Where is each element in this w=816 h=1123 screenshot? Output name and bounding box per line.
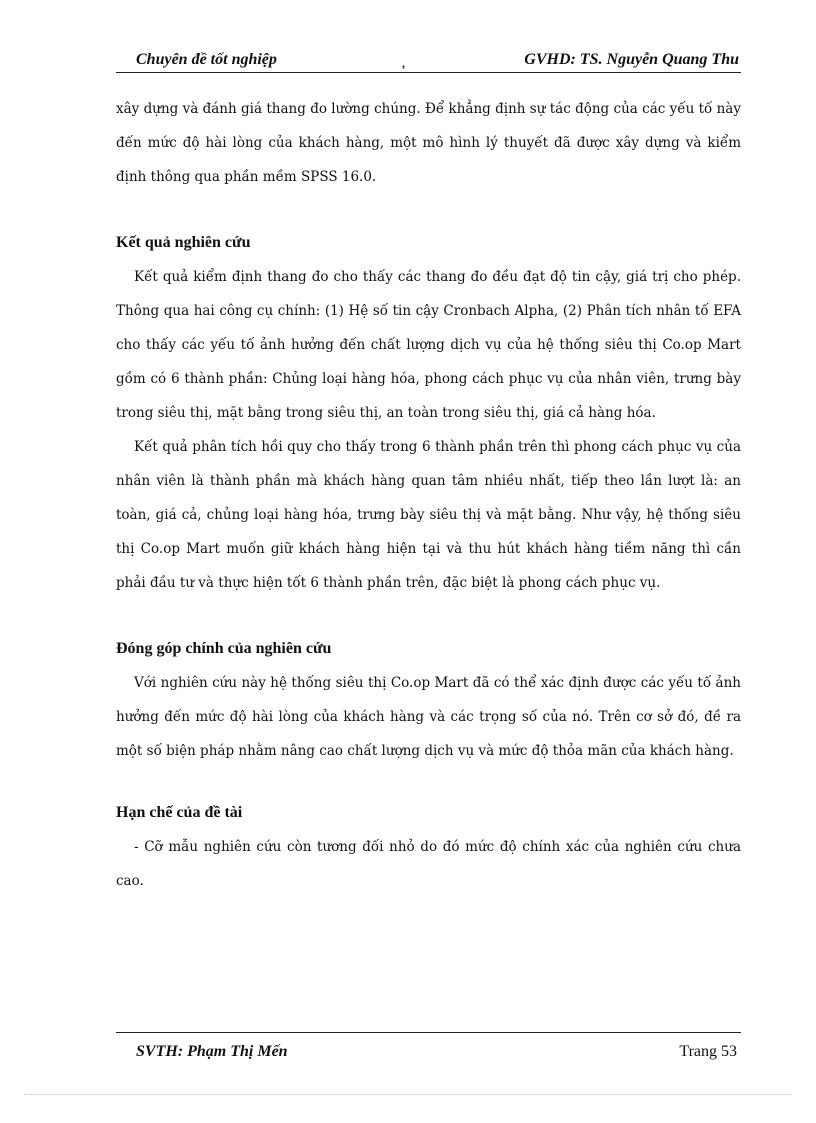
page-content (116, 92, 741, 898)
results-paragraph-1: Kết quả kiểm định thang đo cho thấy các thang đo đều đạt độ tin cậy, giá trị cho phép. Thông qua hai công cụ chính: (1) Hệ số tin cậy Cronbach Alpha, (2) Phân tích nhân tố EFA cho thấy các yếu tố ảnh hưởng đến chất lượng dịch vụ của hệ thống siêu thị Co.op Mart gồm có 6 thành phần: Chủng loại hàng hóa, phong cách phục vụ của nhân viên, trưng bày trong siêu thị, mặt bằng trong siêu thị, an toàn trong siêu thị, giá cả hàng hóa. (116, 269, 741, 421)
footer-page-number: Trang 53 (679, 1043, 737, 1060)
limitations-paragraph: - Cỡ mẫu nghiên cứu còn tương đối nhỏ do đó mức độ chính xác của nghiên cứu chưa cao. (116, 839, 741, 889)
section-gap (116, 194, 741, 226)
section-gap (116, 600, 741, 632)
section-heading-contribution: Đóng góp chính của nghiên cứu (116, 640, 332, 657)
intro-paragraph: xây dựng và đánh giá thang đo lường chúng. Để khẳng định sự tác động của các yếu tố này đến mức độ hài lòng của khách hàng, một mô hình lý thuyết đã được xây dựng và kiểm định thông qua phần mềm SPSS 16.0. (116, 101, 741, 185)
contribution-paragraph: Với nghiên cứu này hệ thống siêu thị Co.op Mart đã có thể xác định được các yếu tố ảnh hưởng đến mức độ hài lòng của khách hàng và các trọng số của nó. Trên cơ sở đó, đề ra một số biện pháp nhằm nâng cao chất lượng dịch vụ và mức độ thỏa mãn của khách hàng. (116, 675, 741, 759)
section-heading-limitations: Hạn chế của đề tài (116, 804, 243, 821)
header-course-title: Chuyên đề tốt nghiệp (136, 51, 277, 68)
section-gap (116, 768, 741, 796)
section-heading-results: Kết quả nghiên cứu (116, 234, 251, 251)
page-footer (116, 1032, 741, 1060)
header-mark: , (402, 56, 405, 70)
page-bottom-divider (24, 1094, 792, 1095)
header-supervisor: GVHD: TS. Nguyễn Quang Thu (524, 51, 739, 68)
results-paragraph-2: Kết quả phân tích hồi quy cho thấy trong 6 thành phần trên thì phong cách phục vụ của nhân viên là thành phần mà khách hàng quan tâm nhiều nhất, tiếp theo lần lượt là: an toàn, giá cả, chủng loại hàng hóa, trưng bày siêu thị và mặt bằng. Như vậy, hệ thống siêu thị Co.op Mart muốn giữ khách hàng hiện tại và thu hút khách hàng tiềm năng thì cần phải đầu tư và thực hiện tốt 6 thành phần trên, đặc biệt là phong cách phục vụ. (116, 439, 741, 591)
footer-student: SVTH: Phạm Thị Mến (136, 1043, 288, 1060)
page-header (116, 48, 741, 73)
